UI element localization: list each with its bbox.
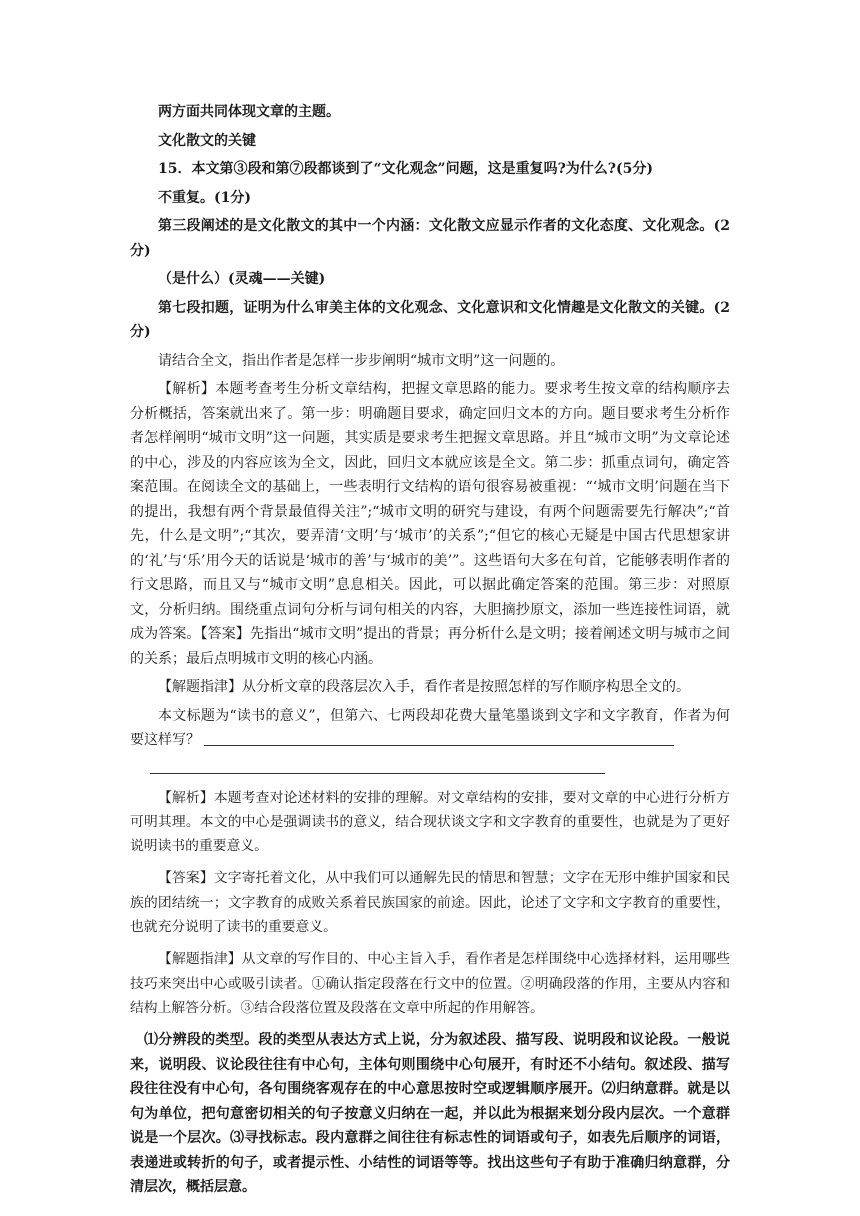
question-city-civilization: 请结合全文，指出作者是怎样一步步阐明“城市文明”这一问题的。	[158, 352, 565, 369]
answer-line-1: 不重复。(1分)	[158, 189, 251, 206]
paragraph-theme-conclusion: 两方面共同体现文章的主题。	[158, 104, 340, 120]
answer-blank[interactable]	[204, 731, 674, 746]
analysis-section	[130, 786, 730, 1021]
tip-city-civilization: 【解题指津】从分析文章的段落层次入手，看作者是按照怎样的写作顺序构思全文的。	[158, 679, 690, 695]
answer-line-2: 第三段阐述的是文化散文的其中一个内涵：文化散文应显示作者的文化态度、文化观念。(2分)	[130, 218, 730, 259]
answer-line-3: 第七段扣题，证明为什么审美主体的文化观念、文化意识和文化情趣是文化散文的关键。(2分)	[130, 299, 730, 340]
question-reading-meaning	[130, 704, 730, 753]
answer-reading-meaning: 【答案】文字寄托着文化，从中我们可以通解先民的情思和智慧；文字在无形中维护国家和民族的团结统一；文字教育的成败关系着民族国家的前途。因此，论述了文字和文字教育的重要性，也就充分说明了读书的重要意义。	[130, 870, 730, 935]
section-heading: 文化散文的关键	[158, 132, 256, 149]
analysis-city-civilization: 【解析】本题考查考生分析文章结构，把握文章思路的能力。要求考生按文章的结构顺序去分析概括，答案就出来了。第一步：明确题目要求，确定回归文本的方向。题目要求考生分析作者怎样阐明“城市文明”这一问题，其实质是要求考生把握文章思路。并且“城市文明”为文章论述的中心，涉及的内容应该为全文，因此，回归文本就应该是全文。第二步：抓重点词句，确定答案范围。在阅读全文的基础上，一些表明行文结构的语句很容易被重视：“‘城市文明’问题在当下的提出，我想有两个背景最值得关注”;“城市文明的研究与建设，有两个问题需要先行解决”;“首先，什么是文明”;“其次，要弄清‘文明’与‘城市’的关系”;“但它的核心无疑是中国古代思想家讲的‘礼’与‘乐’用今天的话说是‘城市的善’与‘城市的美’”。这些语句大多在句首，它能够表明作者的行文思路，而且又与“城市文明”息息相关。因此，可以据此确定答案的范围。第三步：对照原文，分析归纳。围绕重点词句分析与词句相关的内容，大胆摘抄原文，添加一些连接性词语，就成为答案。【答案】先指出“城市文明”提出的背景；再分析什么是文明；接着阐述文明与城市之间的关系；最后点明城市文明的核心内涵。	[130, 381, 730, 667]
answer-rule	[150, 773, 605, 774]
question-reading-meaning-text: 本文标题为“读书的意义”，但第六、七两段却花费大量笔墨谈到文字和文字教育，作者为何要这样写？	[130, 707, 730, 748]
document-body	[130, 100, 730, 1200]
answer-note: （是什么）(灵魂——关键)	[158, 271, 326, 287]
tip-reading-meaning: 【解题指津】从文章的写作目的、中心主旨入手，看作者是怎样围绕中心选择材料，运用哪些技巧来突出中心或吸引读者。①确认指定段落在行文中的位置。②明确段落的作用，主要从内容和结构上解答分析。③结合段落位置及段落在文章中所起的作用解答。	[130, 951, 730, 1016]
question-15: 15．本文第③段和第⑦段都谈到了“文化观念”问题，这是重复吗?为什么?(5分)	[158, 161, 653, 177]
method-summary: ⑴分辨段的类型。段的类型从表达方式上说，分为叙述段、描写段、说明段和议论段。一般说来，说明段、议论段往往有中心句，主体句则围绕中心句展开，有时还不小结句。叙述段、描写段往往没有中心句，各句围绕客观存在的中心意思按时空或逻辑顺序展开。⑵归纳意群。就是以句为单位，把句意密切相关的句子按意义归纳在一起，并以此为根据来划分段内层次。一个意群说是一个层次。⑶寻找标志。段内意群之间往往有标志性的词语或句子，如表先后顺序的词语，表递进或转折的句子，或者提示性、小结性的词语等等。找出这些句子有助于准确归纳意群，分清层次，概括层意。	[130, 1032, 730, 1196]
analysis-reading-meaning: 【解析】本题考查对论述材料的安排的理解。对文章结构的安排，要对文章的中心进行分析方可明其理。本文的中心是强调读书的意义，结合现状谈文字和文字教育的重要性，也就是为了更好说明读书的重要意义。	[130, 789, 730, 855]
